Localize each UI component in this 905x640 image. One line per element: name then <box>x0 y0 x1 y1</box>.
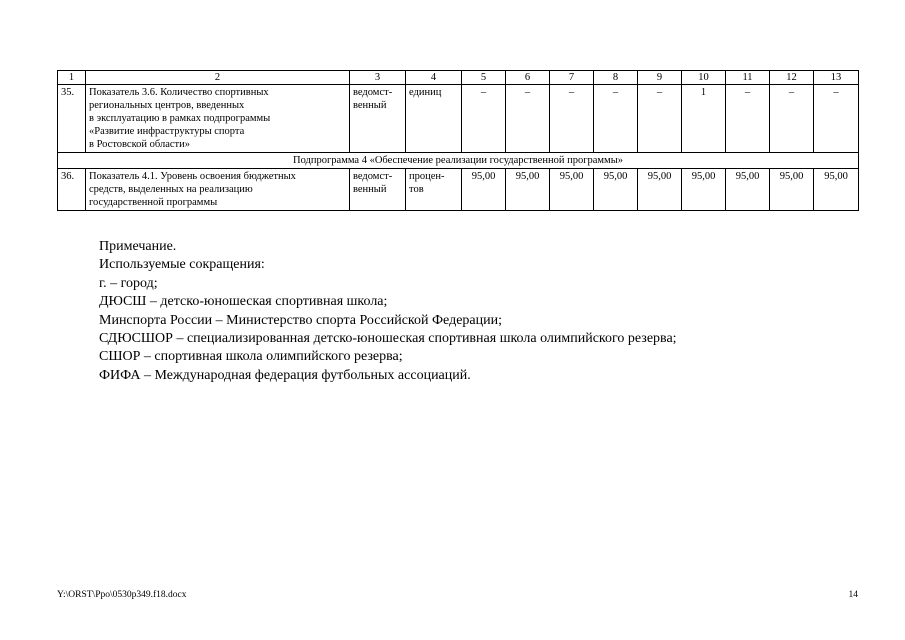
column-number: 1 <box>58 71 86 85</box>
indicator-name: Показатель 3.6. Количество спортивных региональных центров, введенных в эксплуатацию в рамках подпрограммы «Развитие инфраструктуры спорта в Ростовской области» <box>86 85 350 153</box>
indicator-unit: единиц <box>406 85 462 153</box>
abbreviation-item: ФИФА – Международная федерация футбольных ассоциаций. <box>99 367 471 383</box>
column-number: 10 <box>682 71 726 85</box>
value-cell: – <box>770 85 814 153</box>
value-cell: – <box>814 85 859 153</box>
table-row <box>58 169 859 211</box>
column-number: 5 <box>462 71 506 85</box>
row-number: 36. <box>58 169 86 211</box>
abbreviation-item: Минспорта России – Министерство спорта Российской Федерации; <box>99 312 502 328</box>
value-cell: – <box>462 85 506 153</box>
column-number: 2 <box>86 71 350 85</box>
value-cell: 95,00 <box>770 169 814 211</box>
abbreviation-item: г. – город; <box>99 275 158 291</box>
value-cell: 95,00 <box>506 169 550 211</box>
column-number: 13 <box>814 71 859 85</box>
indicator-type: ведомст- венный <box>350 85 406 153</box>
indicator-name: Показатель 4.1. Уровень освоения бюджетных средств, выделенных на реализацию государственной программы <box>86 169 350 211</box>
indicator-type: ведомст- венный <box>350 169 406 211</box>
column-number: 4 <box>406 71 462 85</box>
column-number: 8 <box>594 71 638 85</box>
value-cell: – <box>638 85 682 153</box>
value-cell: – <box>594 85 638 153</box>
column-number: 9 <box>638 71 682 85</box>
value-cell: 95,00 <box>814 169 859 211</box>
column-number: 11 <box>726 71 770 85</box>
column-number-row <box>58 71 859 85</box>
value-cell: 1 <box>682 85 726 153</box>
column-number: 3 <box>350 71 406 85</box>
notes-section <box>99 238 677 385</box>
value-cell: 95,00 <box>462 169 506 211</box>
abbreviation-item: ДЮСШ – детско-юношеская спортивная школа; <box>99 294 388 310</box>
column-number: 6 <box>506 71 550 85</box>
value-cell: 95,00 <box>726 169 770 211</box>
value-cell: 95,00 <box>594 169 638 211</box>
subprogram-title: Подпрограмма 4 «Обеспечение реализации государственной программы» <box>58 153 859 169</box>
value-cell: – <box>506 85 550 153</box>
abbreviation-item: СДЮСШОР – специализированная детско-юношеская спортивная школа олимпийского резерва; <box>99 331 677 347</box>
page-number: 14 <box>848 590 858 600</box>
value-cell: 95,00 <box>550 169 594 211</box>
column-number: 12 <box>770 71 814 85</box>
indicators-table <box>57 70 859 211</box>
footer-file-path: Y:\ORST\Ppo\0530p349.f18.docx <box>57 590 187 600</box>
subprogram-row <box>58 153 859 169</box>
row-number: 35. <box>58 85 86 153</box>
notes-title: Примечание. <box>99 239 177 254</box>
column-number: 7 <box>550 71 594 85</box>
value-cell: – <box>550 85 594 153</box>
value-cell: 95,00 <box>682 169 726 211</box>
indicator-unit: процен- тов <box>406 169 462 211</box>
value-cell: 95,00 <box>638 169 682 211</box>
table-row <box>58 85 859 153</box>
abbreviations-heading: Используемые сокращения: <box>99 257 265 273</box>
value-cell: – <box>726 85 770 153</box>
abbreviation-item: СШОР – спортивная школа олимпийского резерва; <box>99 349 403 365</box>
